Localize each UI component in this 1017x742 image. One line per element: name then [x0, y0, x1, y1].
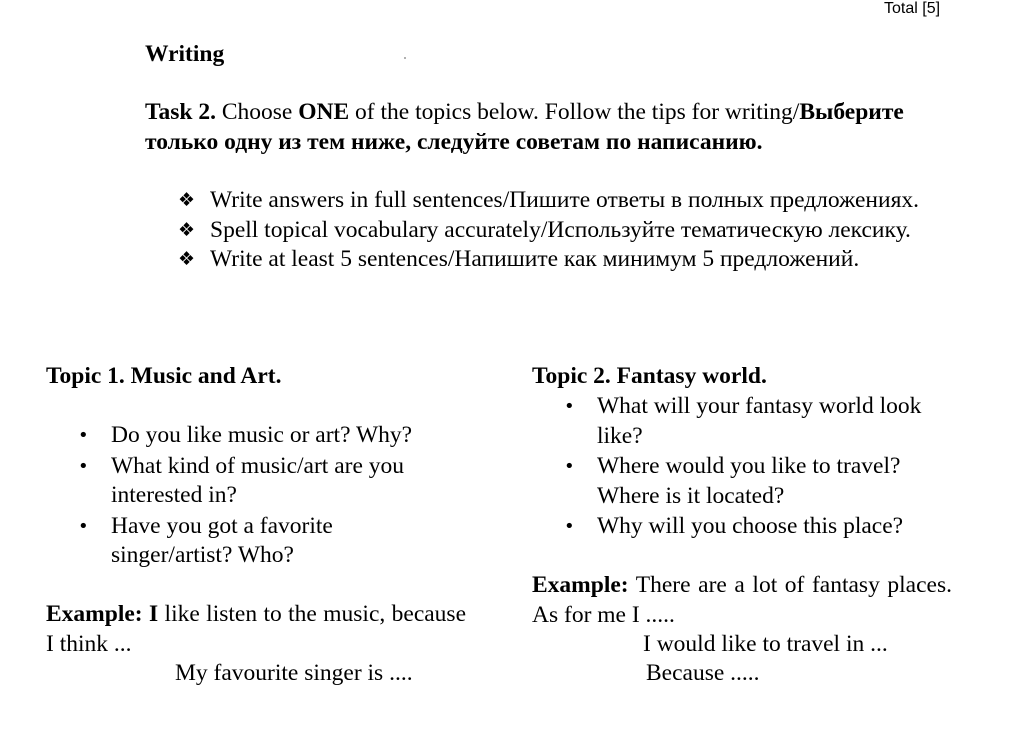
topic2-question: [532, 392, 957, 451]
bullet-icon: •: [564, 516, 575, 537]
tip-text: Write answers in full sentences/Пишите ответы в полных предложениях.: [210, 187, 920, 213]
topic2-question: [532, 452, 957, 511]
topic2-title-text: Topic 2. Fantasy world.: [532, 363, 767, 389]
example-label: Example:: [532, 572, 629, 598]
task-one: ONE: [298, 99, 350, 125]
task-instructions: [145, 98, 905, 157]
bullet-icon: •: [564, 456, 575, 477]
topic1-question: [46, 452, 456, 511]
tip-text: Spell topical vocabulary accurately/Используйте тематическую лексику.: [210, 216, 911, 243]
question-text: Why will you choose this place?: [597, 513, 904, 539]
task-russian: Выберите только одну из тем ниже, следуйте советам по написанию.: [145, 99, 904, 155]
task-label: Task 2.: [145, 99, 216, 125]
bullet-icon: •: [564, 396, 575, 417]
diamond-bullet-icon: ❖: [178, 218, 196, 241]
bullet-icon: •: [78, 425, 89, 446]
topic1-example: [46, 600, 466, 659]
question-text: Where would you like to travel? Where is it located?: [597, 453, 901, 509]
heading-text: Writing: [145, 41, 225, 67]
topic2-example-line: Because .....: [646, 660, 760, 686]
scan-speck: [404, 57, 406, 59]
topic1-example-line: My favourite singer is ....: [175, 660, 413, 686]
topic2-column: [532, 362, 952, 392]
question-text: Do you like music or art? Why?: [111, 422, 413, 448]
topic1-title: [46, 362, 466, 392]
example-label: Example:: [46, 601, 143, 627]
topic2-example-line: I would like to travel in ...: [643, 631, 888, 657]
task-paragraph: [145, 98, 905, 157]
topic1-questions: [46, 421, 456, 571]
question-text: Have you got a favorite singer/artist? Who?: [111, 512, 333, 568]
topic1-question: [46, 421, 456, 451]
diamond-bullet-icon: ❖: [178, 189, 196, 211]
tip-item: [178, 245, 938, 275]
tip-item: [178, 186, 938, 216]
bullet-icon: •: [78, 455, 89, 477]
topic2-example: [532, 571, 952, 630]
question-text: What will your fantasy world look like?: [597, 393, 922, 449]
topic1-question: [46, 512, 456, 571]
bullet-icon: •: [78, 515, 89, 537]
example-text: like listen to the music, because I think ...: [46, 601, 467, 657]
topic1-title-text: Topic 1. Music and Art.: [46, 363, 282, 389]
page-heading: [145, 40, 224, 70]
tips-list: [178, 186, 938, 275]
example-i: I: [149, 601, 159, 627]
topic2-question: [532, 512, 957, 542]
diamond-bullet-icon: ❖: [178, 248, 196, 270]
question-text: What kind of music/art are you interested in?: [111, 452, 405, 508]
task-text-2: of the topics below. Follow the tips for writing/: [349, 99, 800, 125]
task-text-1: Choose: [215, 99, 299, 125]
tip-text: Write at least 5 sentences/Напишите как минимум 5 предложений.: [210, 246, 860, 272]
topic2-questions: [532, 392, 957, 542]
example-text: There are a lot of fantasy places. As for me I .....: [532, 572, 952, 628]
topic1-column: [46, 362, 466, 392]
topic2-title: [532, 362, 952, 392]
total-score-label: Total [5]: [884, 0, 941, 17]
tip-item: [178, 216, 938, 246]
